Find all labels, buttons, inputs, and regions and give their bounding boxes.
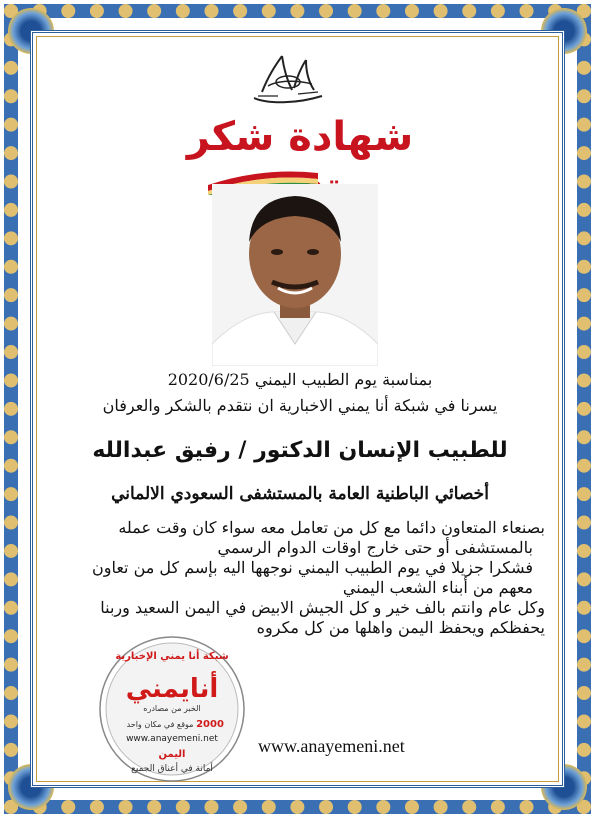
occasion-line: بمناسبة يوم الطبيب اليمني 2020/6/25: [167, 370, 433, 389]
body-line: فشكرا جزيلا في يوم الطبيب اليمني نوجهها اليه بإسم كل من تعاون: [91, 558, 533, 577]
certificate-title: شهادة شكر: [186, 114, 414, 160]
logo-top-arc: شبكة أنا يمني الإخبارية: [115, 651, 229, 662]
certificate-body: [55, 518, 545, 638]
logo-country: اليمن: [158, 749, 186, 760]
body-line: معهم من أبناء الشعب اليمني: [342, 578, 533, 597]
body-line: بالمستشفى أو حتى خارج اوقات الدوام الرسمي: [217, 538, 533, 557]
body-line: وكل عام وانتم بالف خير و كل الجيش الابيض في اليمن السعيد وربنا: [100, 598, 545, 617]
recipient-specialty: أخصائي الباطنية العامة بالمستشفى السعودي الالماني: [111, 484, 489, 504]
doctor-photo: [212, 184, 378, 366]
recipient-name: للطبيب الإنسان الدكتور / رفيق عبدالله: [92, 438, 508, 463]
website-link[interactable]: www.anayemeni.net: [258, 736, 405, 756]
logo-brand: أنايمني: [125, 674, 219, 704]
logo-bottom-arc: أمانة في أعناق الجميع: [131, 764, 213, 774]
logo-url: www.anayemeni.net: [126, 734, 218, 744]
logo-tagline: الخبر من مصادره: [143, 704, 201, 713]
logo-stat: 2000: [196, 719, 224, 730]
logo-stat-text: موقع في مكان واحد: [126, 720, 194, 729]
intro-line: يسرنا في شبكة أنا يمني الاخبارية ان نتقدم بالشكر والعرفان: [102, 396, 498, 415]
anayemeni-logo: [98, 635, 246, 783]
calligraphy-emblem: [248, 52, 328, 107]
body-line: يحفظكم ويحفظ اليمن واهلها من كل مكروه: [256, 618, 545, 637]
body-line: بصنعاء المتعاون دائما مع كل من تعامل معه سواء كان وقت عمله: [118, 518, 545, 537]
